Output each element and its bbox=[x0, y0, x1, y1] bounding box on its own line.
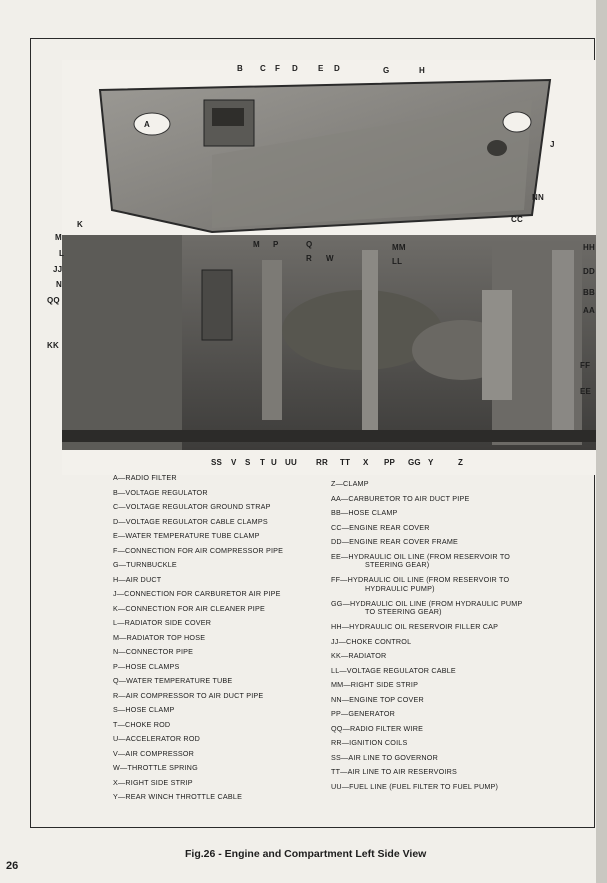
callout-j: J bbox=[550, 140, 555, 149]
legend-item: FF—HYDRAULIC OIL LINE (FROM RESERVOIR TO bbox=[331, 575, 510, 584]
legend-item: X—RIGHT SIDE STRIP bbox=[113, 777, 193, 787]
legend-item: LL—VOLTAGE REGULATOR CABLE bbox=[331, 665, 456, 675]
callout-ee: EE bbox=[580, 387, 592, 396]
callout-bb: BB bbox=[583, 288, 595, 297]
callout-y: Y bbox=[428, 458, 434, 467]
legend-item: KK—RADIATOR bbox=[331, 651, 387, 660]
callout-k: K bbox=[77, 220, 83, 229]
legend-item: AA—CARBURETOR TO AIR DUCT PIPE bbox=[331, 493, 470, 503]
callout-pp: PP bbox=[384, 458, 396, 467]
legend-item: K—CONNECTION FOR AIR CLEANER PIPE bbox=[113, 603, 265, 613]
callout-q: Q bbox=[306, 240, 313, 249]
callout-uu: UU bbox=[285, 458, 297, 467]
legend-item: E—WATER TEMPERATURE TUBE CLAMP bbox=[113, 531, 260, 540]
legend-item: NN—ENGINE TOP COVER bbox=[331, 694, 424, 704]
legend-item: PP—GENERATOR bbox=[331, 709, 396, 718]
legend-item: EE—HYDRAULIC OIL LINE (FROM RESERVOIR TO bbox=[331, 551, 511, 561]
legend-item: GG—HYDRAULIC OIL LINE (FROM HYDRAULIC PUMP bbox=[331, 598, 523, 608]
legend-item: DD—ENGINE REAR COVER FRAME bbox=[331, 537, 459, 546]
legend-left bbox=[113, 474, 343, 814]
legend-right bbox=[331, 480, 586, 820]
callout-n: N bbox=[56, 280, 62, 289]
legend-item: W—THROTTLE SPRING bbox=[113, 763, 198, 772]
figure-caption: Fig.26 - Engine and Compartment Left Side View bbox=[185, 848, 427, 860]
legend-item: L—RADIATOR SIDE COVER bbox=[113, 618, 212, 627]
callout-z: Z bbox=[458, 458, 464, 467]
legend-item: D—VOLTAGE REGULATOR CABLE CLAMPS bbox=[113, 516, 268, 526]
callout-qq: QQ bbox=[47, 296, 60, 305]
callout-w: W bbox=[326, 254, 334, 263]
legend-item: RR—IGNITION COILS bbox=[331, 738, 408, 747]
callout-cc: CC bbox=[511, 215, 523, 224]
legend-item-cont: STEERING GEAR) bbox=[365, 560, 430, 569]
callout-d: D bbox=[292, 64, 298, 73]
legend-item: BB—HOSE CLAMP bbox=[331, 508, 398, 517]
callout-s: S bbox=[245, 458, 251, 467]
legend-item: M—RADIATOR TOP HOSE bbox=[113, 632, 206, 642]
callout-m: M bbox=[55, 233, 62, 242]
callout-g: G bbox=[383, 66, 390, 75]
callout-x: X bbox=[363, 458, 369, 467]
legend-item: F—CONNECTION FOR AIR COMPRESSOR PIPE bbox=[113, 545, 284, 555]
callout-hh: HH bbox=[583, 243, 595, 252]
callout-e: E bbox=[318, 64, 324, 73]
callout-v: V bbox=[231, 458, 237, 467]
callout-d2: D bbox=[334, 64, 340, 73]
legend-item: TT—AIR LINE TO AIR RESERVOIRS bbox=[331, 767, 458, 776]
callout-rr: RR bbox=[316, 458, 328, 467]
legend-item-cont: HYDRAULIC PUMP) bbox=[365, 583, 435, 593]
legend-item: JJ—CHOKE CONTROL bbox=[331, 636, 412, 646]
callout-u: U bbox=[271, 458, 277, 467]
callout-kk: KK bbox=[47, 341, 59, 350]
callout-ff: FF bbox=[580, 361, 591, 370]
legend-item: C—VOLTAGE REGULATOR GROUND STRAP bbox=[113, 502, 271, 511]
callout-f: F bbox=[275, 64, 281, 73]
legend-item: CC—ENGINE REAR COVER bbox=[331, 522, 430, 532]
callout-nn: NN bbox=[532, 193, 544, 202]
callout-tt: TT bbox=[340, 458, 351, 467]
legend-item: SS—AIR LINE TO GOVERNOR bbox=[331, 752, 438, 762]
legend-item: A—RADIO FILTER bbox=[113, 473, 177, 482]
legend-item: S—HOSE CLAMP bbox=[113, 705, 175, 714]
legend-item: MM—RIGHT SIDE STRIP bbox=[331, 680, 419, 689]
legend-item: V—AIR COMPRESSOR bbox=[113, 748, 195, 758]
legend-item: U—ACCELERATOR ROD bbox=[113, 734, 200, 743]
callout-m2: M bbox=[253, 240, 260, 249]
legend-item: R—AIR COMPRESSOR TO AIR DUCT PIPE bbox=[113, 690, 264, 700]
legend-item: T—CHOKE ROD bbox=[113, 719, 171, 729]
callout-h: H bbox=[419, 66, 425, 75]
legend-item: Z—CLAMP bbox=[331, 479, 369, 488]
legend-item: Q—WATER TEMPERATURE TUBE bbox=[113, 676, 233, 685]
legend-item: G—TURNBUCKLE bbox=[113, 560, 177, 569]
callout-dd: DD bbox=[583, 267, 595, 276]
callout-mm: MM bbox=[392, 243, 406, 252]
legend-item: H—AIR DUCT bbox=[113, 574, 162, 584]
page-edge-shadow bbox=[596, 0, 607, 883]
callout-t: T bbox=[260, 458, 266, 467]
page-number: 26 bbox=[6, 860, 19, 872]
legend-item: B—VOLTAGE REGULATOR bbox=[113, 487, 208, 497]
callout-r: R bbox=[306, 254, 312, 263]
legend-item-cont: TO STEERING GEAR) bbox=[365, 607, 442, 616]
legend-item: P—HOSE CLAMPS bbox=[113, 661, 180, 671]
callout-jj: JJ bbox=[53, 265, 63, 274]
legend-item: N—CONNECTOR PIPE bbox=[113, 647, 194, 656]
legend-item: UU—FUEL LINE (FUEL FILTER TO FUEL PUMP) bbox=[331, 781, 499, 791]
engine-photo bbox=[62, 60, 596, 475]
callout-b: B bbox=[237, 64, 243, 73]
legend-item: QQ—RADIO FILTER WIRE bbox=[331, 723, 424, 733]
callout-gg: GG bbox=[408, 458, 421, 467]
callout-ll: LL bbox=[392, 257, 403, 266]
callout-c: C bbox=[260, 64, 266, 73]
callout-ss: SS bbox=[211, 458, 223, 467]
callout-a: A bbox=[144, 120, 150, 129]
legend-item: J—CONNECTION FOR CARBURETOR AIR PIPE bbox=[113, 589, 281, 598]
callout-aa: AA bbox=[583, 306, 595, 315]
legend-item: Y—REAR WINCH THROTTLE CABLE bbox=[113, 792, 243, 801]
legend-item: HH—HYDRAULIC OIL RESERVOIR FILLER CAP bbox=[331, 622, 499, 631]
callout-l: L bbox=[59, 249, 65, 258]
callout-p: P bbox=[273, 240, 279, 249]
